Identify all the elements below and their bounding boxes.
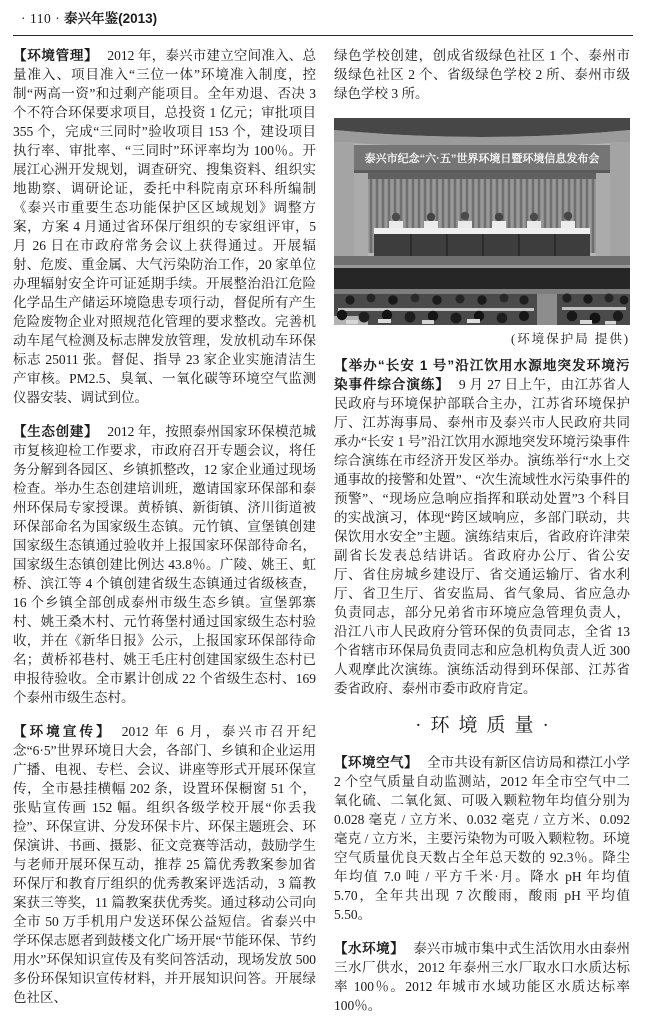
photo-caption: (环境保护局 提供) — [511, 332, 630, 346]
conference-photo — [334, 118, 630, 325]
section-heading: 【环境宣传】 — [13, 724, 113, 739]
section-heading: 【环境管理】 — [13, 48, 99, 63]
header-dot-left: · — [21, 11, 26, 26]
page-header — [13, 8, 633, 33]
section-air-quality — [334, 753, 630, 924]
section-drill — [334, 356, 630, 698]
section-heading: 【生态创建】 — [13, 424, 99, 439]
section-body: 2012 年，泰兴市建立空间准入、总量准入、项目准入“三位一体”环境准入制度，控制“两高一资”和过剩产能项目。全年劝退、否决 3 个不符合环保要求项目，总投资 1 亿元；审批项目 355 个，完成“三同时”验收项目 153 个，建设项目执行率、审批率、“三同时”环评率均为 100％。开展江心洲开发规划，调查研究、搜集资料、组织实地勘察、调研论证，委托中科院南京环科所编制《泰兴市重要生态功能保护区区域规划》调整方案，方案 4 月通过省环保厅组织的专家组评审，5 月 26 日在市政府常务会议上获得通过。开展辐射、危废、重金属、大气污染防治工作，20 家单位办理辐射安全许可证延期手续。开展整治沿江危险化学品生产储运环境隐患专项行动，督促所有产生危险废物企业对照规范化管理的要求整改。完善机动车尾气检测及标志牌发放管理，发放机动车环保标志 25011 张。督促、指导 23 家企业实施清洁生产审核。PM2.5、臭氧、一氧化碳等环境空气监测仪器安装、调试到位。 — [13, 48, 317, 405]
section-body: 2012 年，按照泰州国家环保模范城市复核迎检工作要求，市政府召开专题会议，将任务分解到各园区、乡镇抓整改，12 家企业通过现场检查。举办生态创建培训班，邀请国家环保部和泰州环保局专家授课。黄桥镇、新街镇、济川街道被环保部命名为国家级生态镇。元竹镇、宣堡镇创建国家级生态镇通过验收并上报国家环保部待命名，国家级生态镇创建比例达 43.8％。广陵、姚王、虹桥、滨江等 4 个镇创建省级生态镇通过省级核查，16 个乡镇全部创成泰州市级生态乡镇。宣堡郭寨村、姚王桑木村、元竹蒋堡村通过国家级生态村验收，并在《新华日报》公示，上报国家环保部待命名；黄桥祁巷村、姚王毛庄村创建国家级生态村已申报待验收。全市累计创成 22 个省级生态村、169 个泰州市级生态村。 — [13, 424, 317, 705]
section-body: 2012 年 6 月，泰兴市召开纪念“6·5”世界环境日大会，各部门、乡镇和企业运用广播、电视、专栏、会议、讲座等形式开展环保宣传，全市悬挂横幅 202 条，设置环保橱窗 51 个，张贴宣传画 152 幅。组织各级学校开展“你丢我捡”、环保宣讲、分发环保卡片、环保主题班会、环保演讲、书画、摄影、征文竞赛等活动，鼓励学生与老师开展环保互动，推荐 25 篇优秀教案参加省环保厅和教育厅组织的优秀教案评选活动，3 篇教案获三等奖，11 篇教案获优秀奖。通过移动公司向全市 50 万手机用户发送环保公益短信。省泰兴中学环保志愿者到鼓楼文化广场开展“节能环保、节约用水”环保知识宣传及有奖问答活动，现场发放 500 多份环保知识宣传材料，并开展知识问答。开展绿色社区、 — [13, 724, 316, 1005]
book-title: 泰兴年鉴(2013) — [64, 11, 158, 26]
conference-photo-figure — [334, 118, 630, 348]
right-column — [334, 46, 630, 1030]
section-water-environment — [334, 939, 630, 1015]
section-heading: 【水环境】 — [334, 941, 405, 956]
left-column — [13, 46, 316, 1030]
section-body: 泰兴市城市集中式生活饮用水由泰州三水厂供水，2012 年泰州三水厂取水口水质达标率 100％。2012 年城市水域功能区水质达标率 100％。 — [334, 941, 630, 1013]
section-environment-publicity — [13, 722, 316, 1007]
section-body: 全市共设有新区信访局和襟江小学 2 个空气质量自动监测站，2012 年全市空气中二氧化硫、二氧化氮、可吸入颗粒物年均值分别为 0.028 毫克 / 立方米、0.032 毫克 / 立方米、0.092 毫克 / 立方米，主要污染物为可吸入颗粒物。环境空气质量优良天数占全年总天数的 92.3％。降尘年均值 7.0 吨 / 平方千米·月。降水 pH 年均值 5.70，全年共出现 7 次酸雨，酸雨 pH 平均值 5.50。 — [334, 755, 631, 922]
photo-banner-text: 泰兴市纪念“六·五”世界环境日暨环境信息发布会 — [364, 153, 600, 165]
page-number: 110 — [30, 11, 52, 26]
section-ecological-creation — [13, 422, 316, 707]
header-dot-right: · — [55, 11, 61, 26]
section-heading: 【环境空气】 — [334, 755, 419, 770]
chapter-heading-environment-quality: ·环境质量· — [415, 715, 558, 736]
header-rule — [13, 35, 633, 36]
section-environment-management — [13, 46, 316, 407]
section-heading: 【举办“长安 1 号”沿江饮用水源地突发环境污染事件综合演练】 — [334, 358, 630, 392]
continued-paragraph — [334, 46, 630, 103]
conference-photo-graphic — [334, 118, 630, 325]
section-body: 9 月 27 日上午，由江苏省人民政府与环境保护部联合主办，江苏省环境保护厅、江苏海事局、泰州市及泰兴市人民政府共同承办“长安 1 号”沿江饮用水源地突发环境污染事件综合演练在市经济开发区举办。演练举行“水上交通事故的接警和处置”、“次生流域性水污染事件的预警”、“现场应急响应指挥和联动处置”3 个科目的实战演习，体现“跨区域响应，多部门联动，共保饮用水安全”主题。演练结束后，省政府许津荣副省长发表总结讲话。省政府办公厅、省公安厅、省住房城乡建设厅、省交通运输厅、省水利厅、省卫生厅、省安监局、省气象局、省应急办负责同志，部分兄弟省市环境应急管理负责人，沿江八市人民政府分管环保的负责同志，全省 13 个省辖市环保局负责同志和应急机构负责人近 300 人观摩此次演练。演练活动得到环保部、江苏省委省政府、泰州市委市政府肯定。 — [334, 377, 631, 696]
two-column-body — [13, 46, 633, 1030]
continued-text: 绿色学校创建，创成省级绿色社区 1 个、泰州市级绿色社区 2 个、省级绿色学校 2 所、泰州市级绿色学校 3 所。 — [334, 48, 630, 101]
audience — [334, 293, 630, 325]
